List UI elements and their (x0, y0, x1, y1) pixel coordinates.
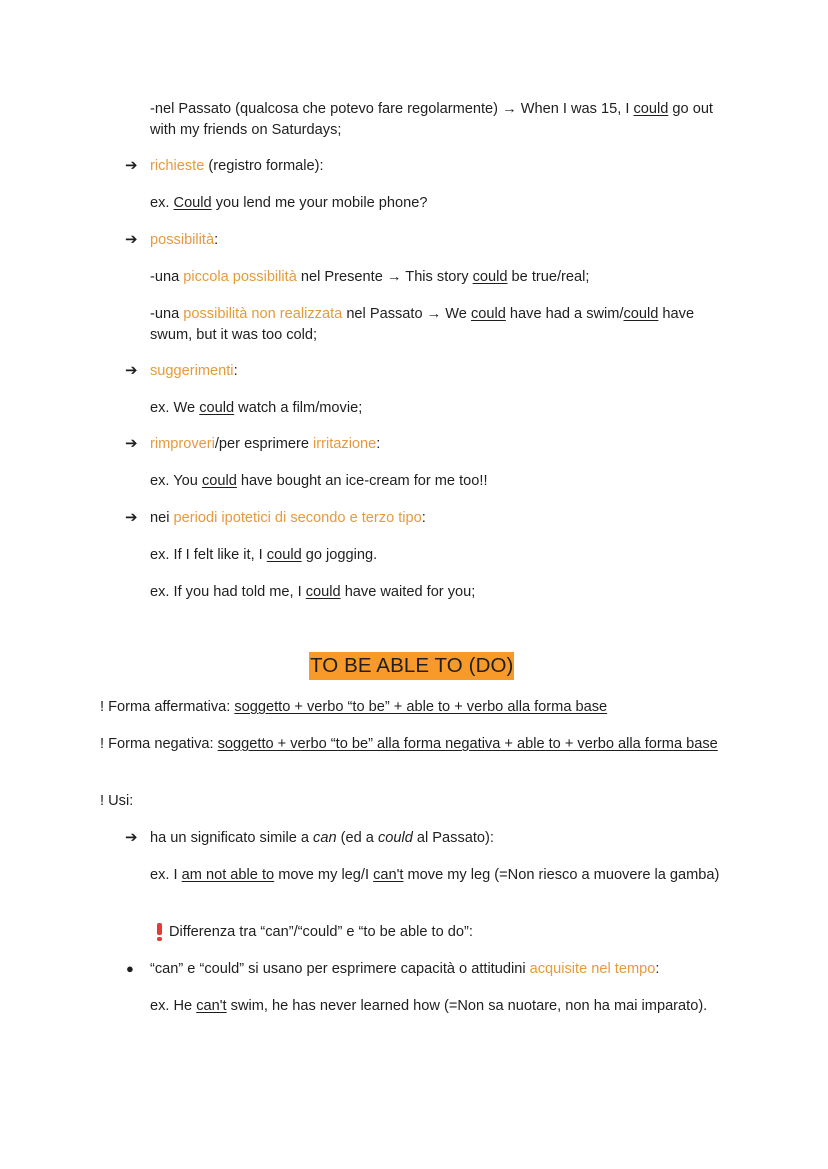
heading-suggerimenti: suggerimenti: (150, 363, 238, 379)
paragraph-passato: -nel Passato (qualcosa che potevo fare regolarmente) → When I was 15, I could go out with my friends on Saturdays; (150, 101, 713, 138)
example-suggerimenti: ex. We could watch a film/movie; (150, 400, 363, 416)
heading-possibilita: possibilità: (150, 232, 219, 248)
example-periodi-2: ex. If you had told me, I could have waited for you; (150, 584, 476, 600)
possibilita-presente: -una piccola possibilità nel Presente → This story could be true/real; (150, 269, 590, 285)
arrow-bullet-icon: ➔ (125, 362, 138, 379)
arrow-bullet-icon: ➔ (125, 231, 138, 248)
example-bullet: ex. He can't swim, he has never learned how (=Non sa nuotare, non ha mai imparato). (150, 998, 708, 1014)
exclamation-warning-icon (156, 922, 164, 942)
forma-negativa: ! Forma negativa: soggetto + verbo “to be” alla forma negativa + able to + verbo alla forma base (100, 736, 718, 752)
bullet-can-could: “can” e “could” si usano per esprimere capacità o attitudini acquisite nel tempo: (150, 961, 660, 977)
differenza-note: Differenza tra “can”/“could” e “to be able to do”: (169, 924, 473, 940)
possibilita-passato: -una possibilità non realizzata nel Passato → We could have had a swim/could have swum, but it was too cold; (150, 306, 695, 343)
bullet-dot-icon: ● (126, 961, 134, 976)
example-significato: ex. I am not able to move my leg/I can't move my leg (=Non riesco a muovere la gamba) (150, 867, 720, 883)
arrow-bullet-icon: ➔ (125, 829, 138, 846)
forma-affermativa: ! Forma affermativa: soggetto + verbo “to be” + able to + verbo alla forma base (100, 699, 608, 715)
example-rimproveri: ex. You could have bought an ice-cream for me too!! (150, 473, 488, 489)
example-periodi-1: ex. If I felt like it, I could go jogging. (150, 547, 378, 563)
example-richieste: ex. Could you lend me your mobile phone? (150, 195, 428, 211)
heading-significato: ha un significato simile a can (ed a could al Passato): (150, 830, 494, 846)
could-underlined: could (633, 101, 669, 117)
heading-richieste: richieste (registro formale): (150, 158, 324, 174)
heading-periodi-ipotetici: nei periodi ipotetici di secondo e terzo tipo: (150, 510, 426, 526)
usi-label: ! Usi: (100, 793, 134, 809)
section-title: TO BE ABLE TO (DO) (309, 652, 514, 680)
arrow-bullet-icon: ➔ (125, 509, 138, 526)
arrow-bullet-icon: ➔ (125, 157, 138, 174)
arrow-bullet-icon: ➔ (125, 435, 138, 452)
heading-rimproveri: rimproveri/per esprimere irritazione: (150, 436, 381, 452)
